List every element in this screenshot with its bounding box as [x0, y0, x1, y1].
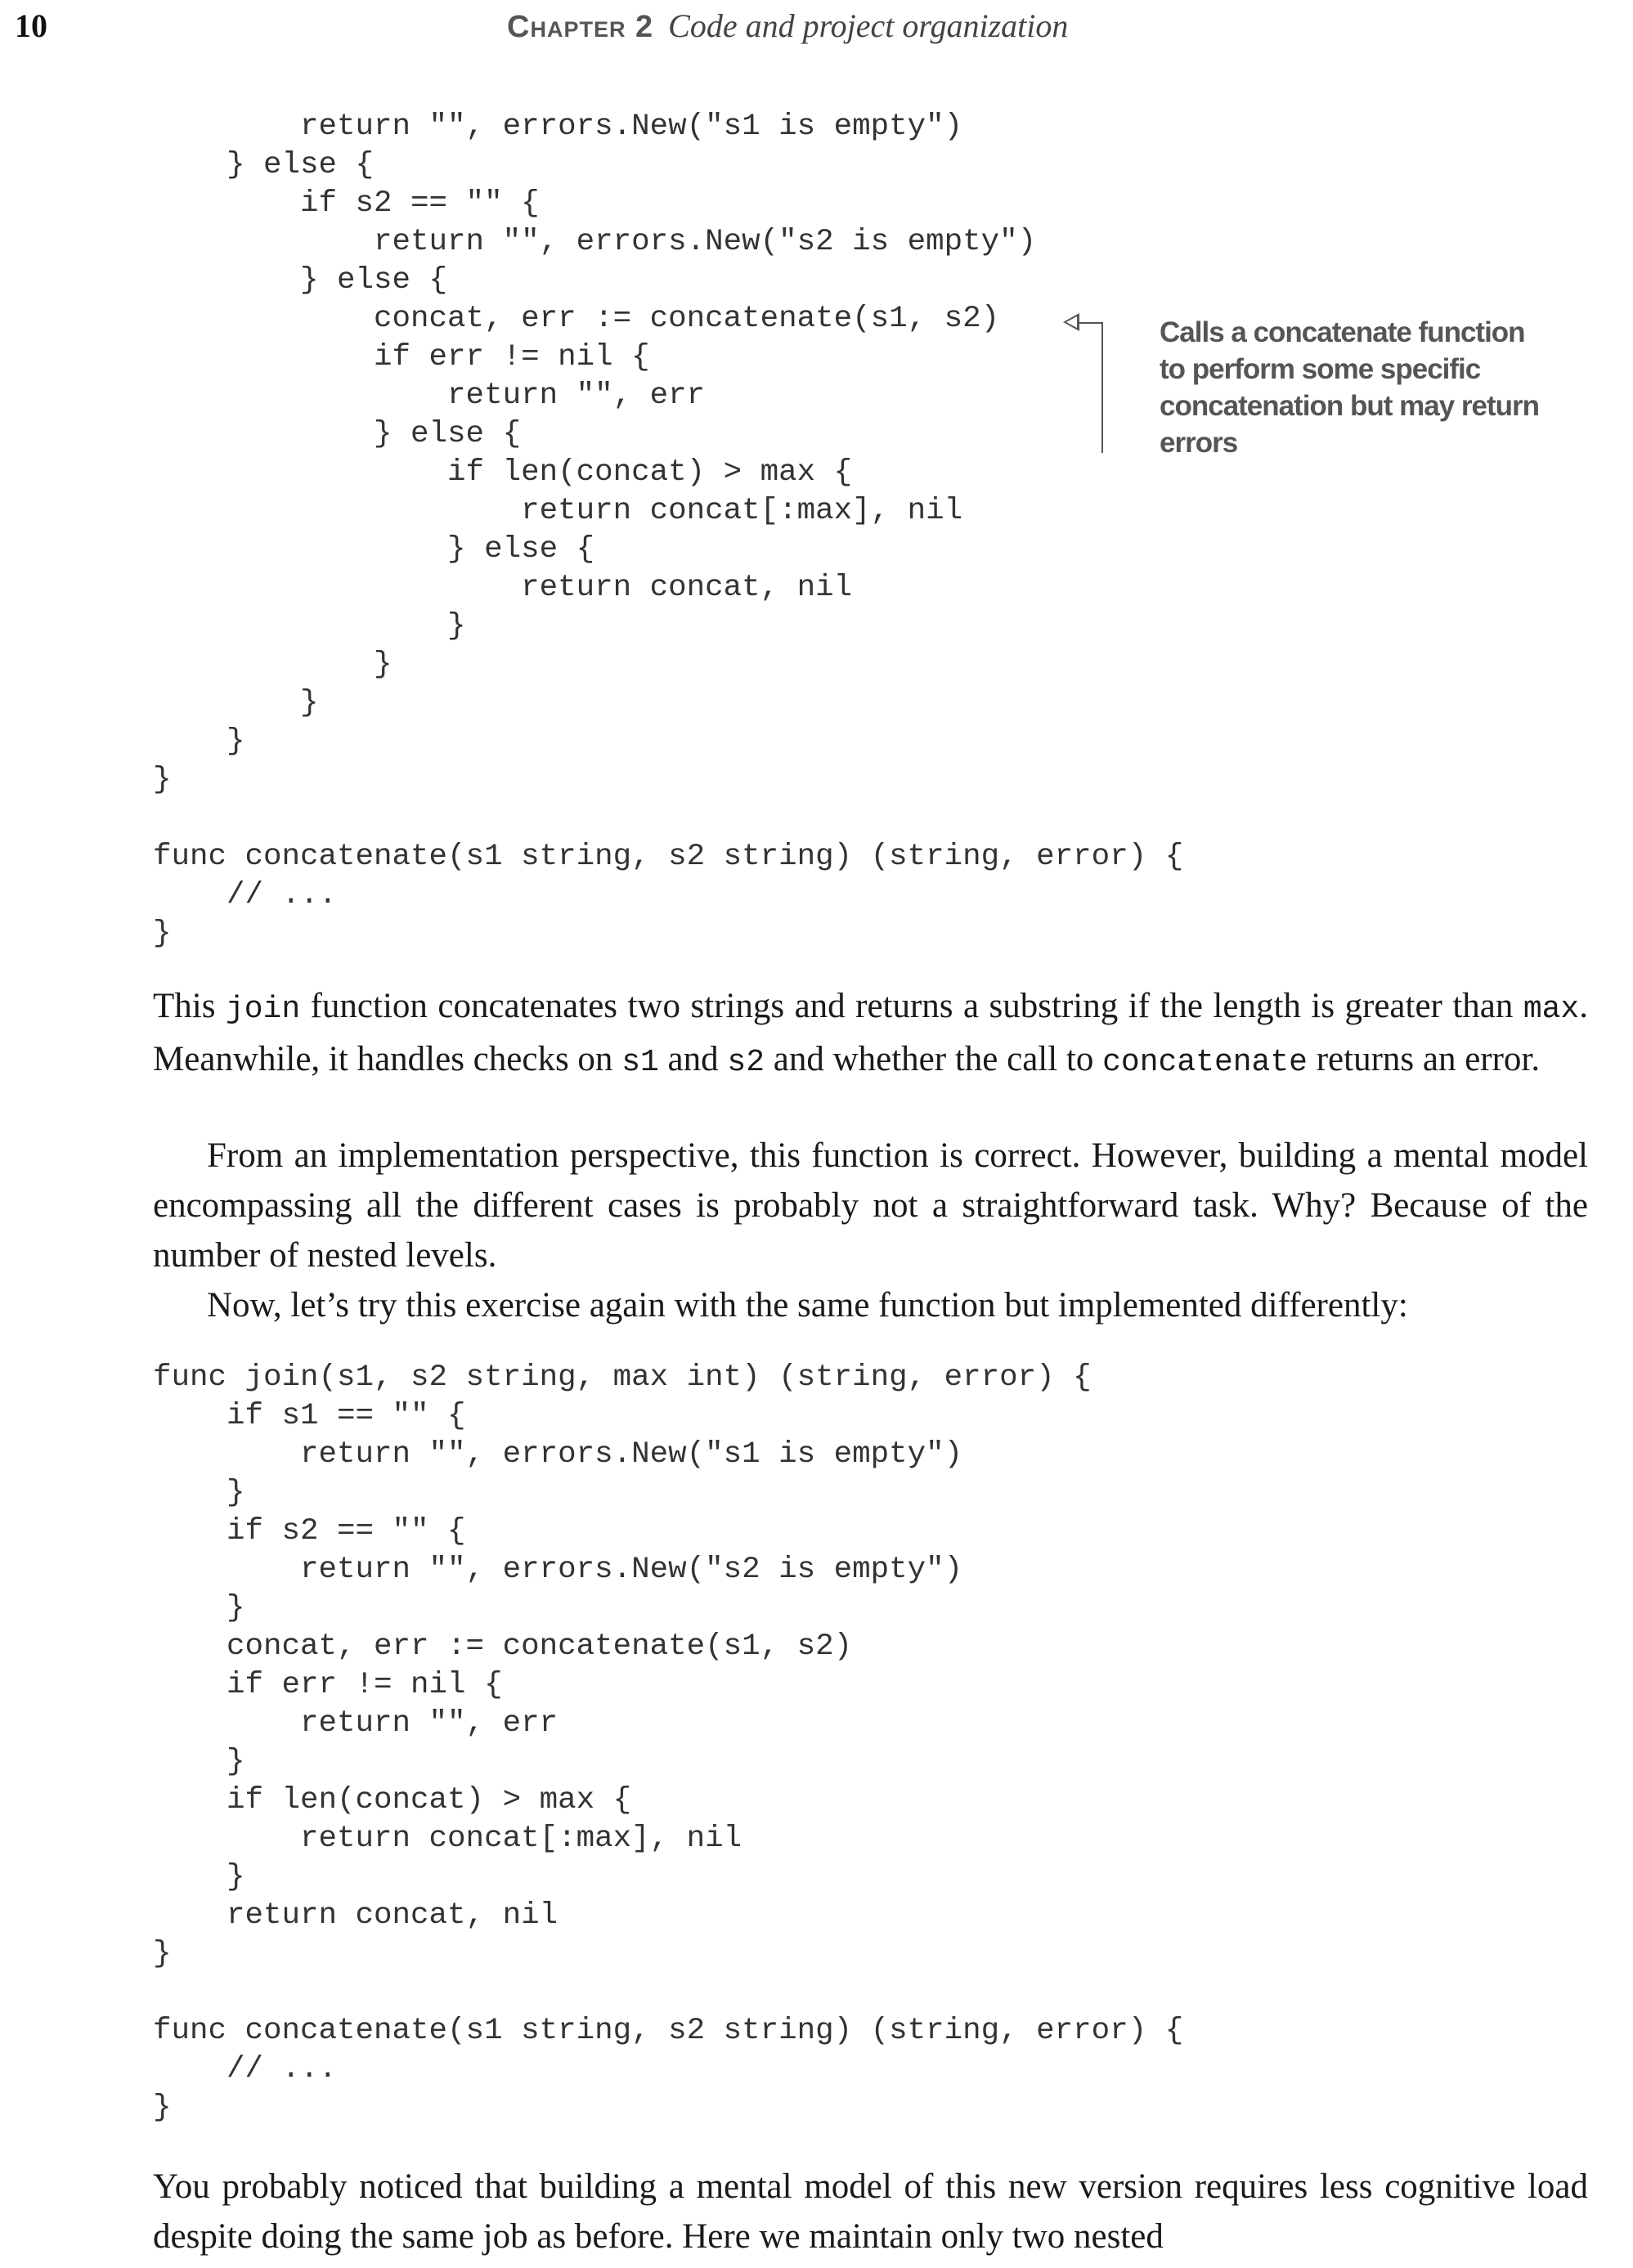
- running-head: [507, 7, 1068, 45]
- paragraph-join-description: [153, 981, 1588, 1087]
- callout-connector-vertical: [1101, 322, 1103, 453]
- text-run: and whether the call to: [765, 1040, 1103, 1078]
- text-run: and: [658, 1040, 728, 1078]
- inline-code-s1: s1: [621, 1045, 659, 1080]
- inline-code-concatenate: concatenate: [1102, 1045, 1308, 1080]
- paragraph-mental-model: You probably noticed that building a mental model of this new version requires less cognitive load despite doing the same job as before. Here we maintain only two nested: [153, 2167, 1588, 2256]
- callout-arrow-icon: [1063, 313, 1079, 331]
- text-run: This: [153, 987, 226, 1025]
- page-number: 10: [15, 7, 47, 44]
- paragraph-implementation-perspective: From an implementation perspective, this function is correct. However, building a mental model encompassing all the different cases is probably not a straightforward task. Why? Because of the number of nested levels.: [153, 1136, 1588, 1275]
- inline-code-s2: s2: [727, 1045, 765, 1080]
- code-block-nested: return "", errors.New("s1 is empty") } else { if s2 == "" { return "", errors.New("s2 is empty") } else { concat, err := concatenate(s1, s2) if err != nil { return "", err } else { if len(concat) > max { return concat[:max], nil } else { return concat, nil } } } } } func concatenate(s1 string, s2 string) (string, error) { // ... }: [153, 110, 1184, 951]
- inline-code-max: max: [1523, 992, 1580, 1027]
- callout-connector-horizontal: [1078, 322, 1102, 324]
- callout-annotation: Calls a concatenate function to perform some specific concatenation but may return errors: [1160, 316, 1540, 459]
- code-block-flat: func join(s1, s2 string, max int) (string, error) { if s1 == "" { return "", errors.New("s1 is empty") } if s2 == "" { return "", errors.New("s2 is empty") } concat, err := concatenate(s1, s2) if err != nil { return "", err } if len(concat) > max { return concat[:max], nil } return concat, nil } func concatenate(s1 string, s2 string) (string, error) { // ... }: [153, 1360, 1184, 2125]
- inline-code-join: join: [225, 992, 301, 1027]
- chapter-label: Chapter 2: [507, 10, 654, 44]
- text-run: function concatenates two strings and returns a substring if the length is greater than: [300, 987, 1523, 1025]
- paragraph-try-again: Now, let’s try this exercise again with the same function but implemented differently:: [207, 1286, 1408, 1324]
- chapter-title: Code and project organization: [668, 7, 1069, 44]
- text-run: . Meanwhile, it handles checks on: [153, 987, 1588, 1078]
- text-run: returns an error.: [1307, 1040, 1541, 1078]
